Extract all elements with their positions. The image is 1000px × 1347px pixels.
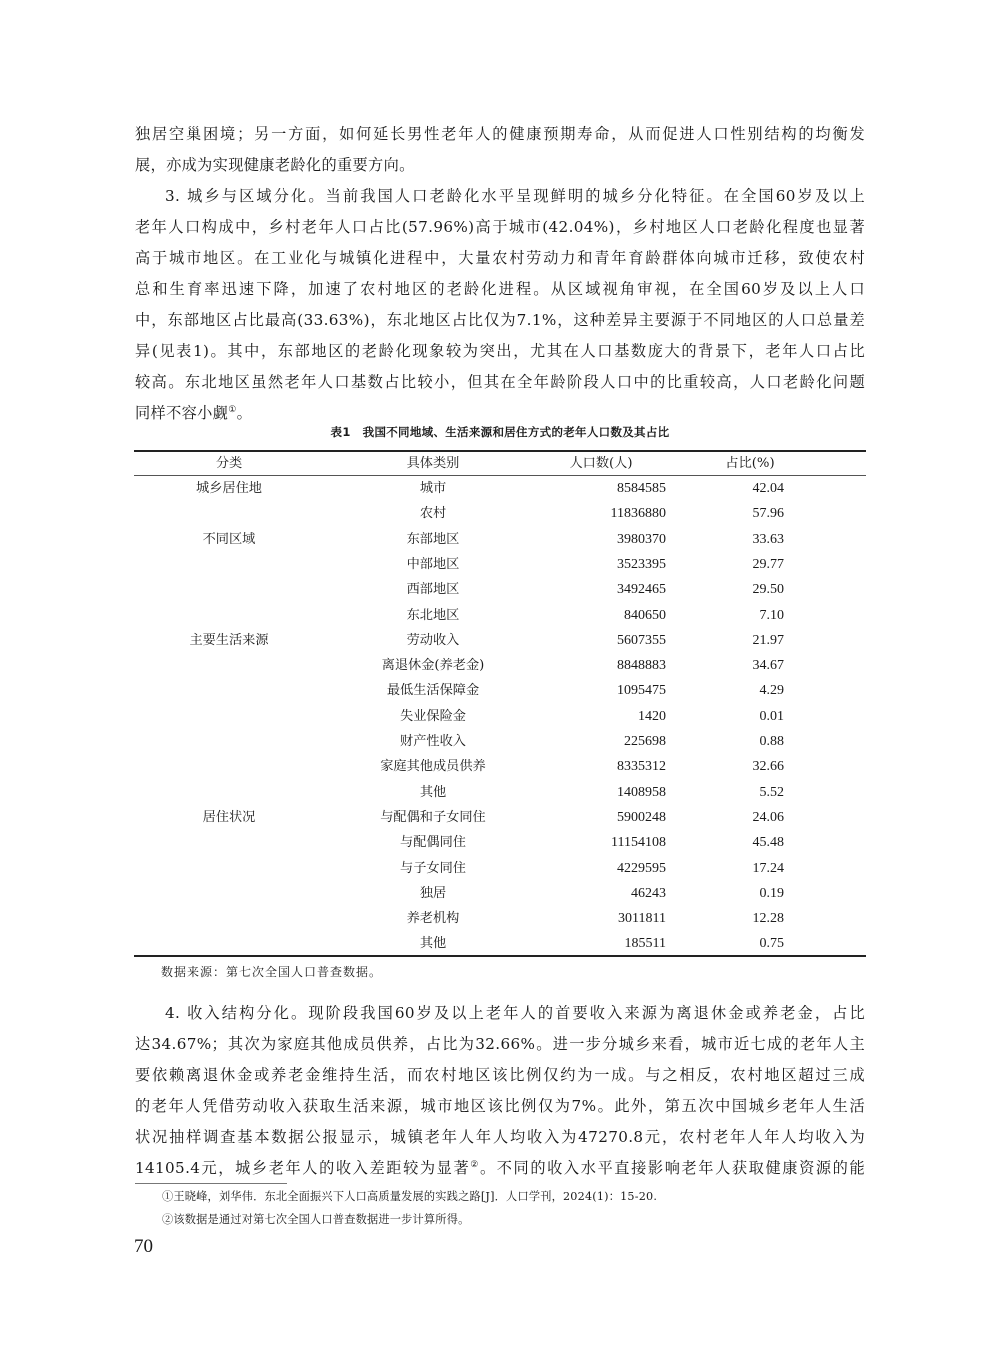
header-category: 分类 [215,456,243,471]
cell-item: 城市 [419,481,447,496]
cell-item: 与配偶同住 [400,835,466,851]
page-number: 70 [134,1236,153,1257]
cell-item: 与配偶和子女同住 [380,809,486,825]
cell-share: 45.48 [752,835,784,851]
table-row [134,856,866,881]
cell-share: 17.24 [752,860,784,876]
table-row [134,881,866,906]
table-row [134,931,866,956]
cell-item: 财产性收入 [400,734,466,749]
table-header-row [134,451,866,476]
cell-population: 8848883 [617,658,666,674]
cell-share: 0.19 [759,885,784,901]
cell-population: 1408958 [617,784,666,800]
cell-share: 0.01 [759,708,784,724]
header-item: 具体类别 [406,456,460,471]
text-line: 独居空巢困境；另一方面，如何延长男性老年人的健康预期寿命，从而促进人口性别结构的均衡发 [135,125,865,143]
header-population: 人口数(人) [569,456,633,471]
cell-category: 不同区域 [202,531,256,547]
table-row [134,552,866,577]
footnote-divider [135,1183,287,1184]
table-row [134,501,866,526]
text-line: 异(见表1)。其中，东部地区的老龄化现象较为突出，尤其在人口基数庞大的背景下，老年人口占比 [135,342,865,360]
text-line: 3. 城乡与区域分化。当前我国人口老龄化水平呈现鲜明的城乡分化特征。在全国60岁及以上 [165,187,865,205]
cell-item: 失业保险金 [400,708,466,724]
cell-item: 其他 [419,784,447,800]
text-line: 状况抽样调查基本数据公报显示，城镇老年人年人均收入为47270.8元，农村老年人年人均收入为 [135,1128,865,1146]
cell-population: 3980370 [617,531,666,547]
table-number: 表1 [330,425,351,439]
cell-category: 城乡居住地 [196,481,262,496]
cell-population: 840650 [624,607,666,623]
cell-population: 225698 [624,734,666,749]
paragraph-income-structure [135,998,865,1184]
cell-item: 中部地区 [406,556,460,572]
table-row [134,603,866,628]
cell-item: 养老机构 [406,911,460,927]
cell-share: 42.04 [752,481,784,496]
cell-share: 4.29 [759,683,784,699]
cell-item: 与子女同住 [400,860,466,876]
cell-share: 0.75 [759,936,784,952]
cell-population: 46243 [631,885,666,901]
cell-share: 5.52 [759,784,784,800]
text-line: 达34.67%；其次为家庭其他成员供养，占比为32.66%。进一步分城乡来看，城市近七成的老年人主 [135,1035,865,1053]
cell-population: 8335312 [617,759,666,775]
cell-population: 1420 [638,708,666,724]
footnote-ref-1[interactable]: ① [228,405,237,415]
cell-item: 东部地区 [406,531,460,547]
cell-item: 西部地区 [406,582,460,598]
cell-share: 24.06 [752,809,784,825]
table-row [134,754,866,779]
footnote-1: ①王晓峰，刘华伟．东北全面振兴下人口高质量发展的实践之路[J]．人口学刊，2024(1)：15-20. [162,1190,658,1203]
table-row [134,653,866,678]
footnote-2: ②该数据是通过对第七次全国人口普查数据进一步计算所得。 [162,1213,470,1226]
text-line: 展，亦成为实现健康老龄化的重要方向。 [135,156,415,174]
table-title: 我国不同地域、生活来源和居住方式的老年人口数及其占比 [362,425,670,439]
cell-population: 3011811 [618,911,666,927]
text-line: 要依赖离退休金或养老金维持生活，而农村地区该比例仅约为一成。与之相反，农村地区超过三成 [135,1066,865,1084]
text-line: 4. 收入结构分化。现阶段我国60岁及以上老年人的首要收入来源为离退休金或养老金，占比 [165,1004,865,1022]
text-segment: 同样不容小觑 [135,404,229,422]
cell-population: 3492465 [617,582,666,598]
text-segment: 。不同的收入水平直接影响老年人获取健康资源的能 [479,1159,865,1177]
text-segment: 14105.4元，城乡老年人的收入差距较为显著 [135,1159,471,1177]
table-row [134,476,866,501]
cell-population: 11154108 [611,835,666,851]
table-row [134,729,866,754]
table-source-note: 数据来源：第七次全国人口普查数据。 [161,965,383,979]
cell-share: 21.97 [752,632,784,648]
table-row [134,527,866,552]
cell-item: 农村 [419,506,447,522]
table-row [134,780,866,805]
cell-item: 独居 [419,885,447,901]
header-share: 占比(%) [725,456,775,471]
text-line: 较高。东北地区虽然老年人口基数占比较小，但其在全年龄阶段人口中的比重较高，人口老龄化问题 [135,373,865,391]
cell-share: 29.77 [752,556,784,572]
text-line: 中，东部地区占比最高(33.63%)，东北地区占比仅为7.1%，这种差异主要源于不同地区的人口总量差 [135,311,865,329]
cell-share: 29.50 [752,582,784,598]
cell-population: 1095475 [617,683,666,699]
text-line: 的老年人凭借劳动收入获取生活来源，城市地区该比例仅为7%。此外，第五次中国城乡老年人生活 [135,1097,865,1115]
table-row [134,906,866,931]
text-line: 老年人口构成中，乡村老年人口占比(57.96%)高于城市(42.04%)，乡村地区人口老龄化程度也显著 [135,218,865,236]
footnote-ref-2[interactable]: ② [470,1160,480,1170]
cell-population: 185511 [624,936,666,952]
cell-item: 最低生活保障金 [386,683,480,699]
text-line [135,1153,865,1184]
cell-population: 8584585 [617,481,666,496]
cell-population: 5607355 [617,632,666,648]
table-row [134,577,866,602]
cell-category: 居住状况 [202,809,256,825]
cell-population: 4229595 [617,860,666,876]
paragraph-urban-rural-regional [135,181,865,429]
cell-category: 主要生活来源 [189,632,269,648]
text-line: 高于城市地区。在工业化与城镇化进程中，大量农村劳动力和青年育龄群体向城市迁移，致使农村 [135,249,865,267]
cell-share: 7.10 [759,607,784,623]
table-row [134,805,866,830]
cell-item: 家庭其他成员供养 [380,759,486,775]
table-row [134,830,866,855]
cell-share: 32.66 [752,759,784,775]
cell-share: 33.63 [752,531,784,547]
paragraph-continuation [135,119,865,181]
cell-share: 0.88 [759,734,784,749]
table-caption [135,424,865,440]
cell-item: 东北地区 [406,607,460,623]
cell-population: 11836880 [610,506,666,522]
table-row [134,628,866,653]
cell-share: 57.96 [752,506,784,522]
table-row [134,704,866,729]
cell-item: 劳动收入 [406,632,460,648]
table-row [134,678,866,703]
cell-share: 34.67 [752,658,784,674]
cell-share: 12.28 [752,911,784,927]
cell-item: 离退休金(养老金) [381,658,485,674]
cell-population: 5900248 [617,809,666,825]
text-segment: 。 [236,404,253,422]
cell-population: 3523395 [617,556,666,572]
text-line: 总和生育率迅速下降，加速了农村地区的老龄化进程。从区域视角审视，在全国60岁及以上人口 [135,280,865,298]
cell-item: 其他 [419,936,447,952]
